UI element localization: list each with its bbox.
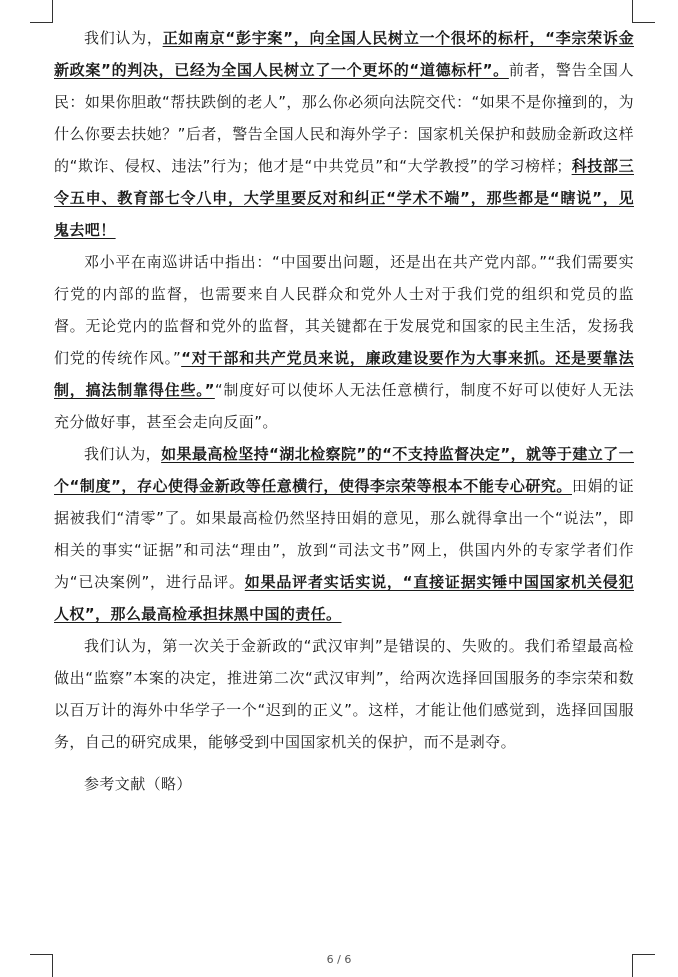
body-text: 我们认为， bbox=[84, 445, 162, 463]
body-text: 邓小平在南巡讲话中指出：“中国要出问题，还是出在共产党内部。”“我们需要实行党的内部的监督，也需要来自人民群众和党外人士对于我们党的组织和党员的监督。无论党内的监督和党外的监督，其关键都在于发展党和国家的民主生活，发扬我们党的传统作风。” bbox=[54, 253, 634, 367]
page-number: 6 / 6 bbox=[326, 953, 352, 966]
crop-mark-top-left bbox=[30, 0, 53, 23]
paragraph bbox=[54, 630, 634, 758]
paragraph bbox=[54, 246, 634, 438]
document-body bbox=[54, 22, 634, 800]
emphasized-text: 如果最高检坚持“湖北检察院”的“不支持监督决定”，就等于建立了一个“制度”，存心使得金新政等任意横行，使得李宗荣等根本不能专心研究。 bbox=[54, 445, 634, 495]
crop-mark-top-right bbox=[632, 0, 655, 23]
body-text: 我们认为，第一次关于金新政的“武汉审判”是错误的、失败的。我们希望最高检做出“监察”本案的决定，推进第二次“武汉审判”，给两次选择回国服务的李宗荣和数以百万计的海外中华学子一个“迟到的正义”。这样，才能让他们感觉到，选择回国服务，自己的研究成果，能够受到中国国家机关的保护，而不是剥夺。 bbox=[54, 637, 634, 751]
paragraph bbox=[54, 438, 634, 630]
body-text: 田娟的证据被我们“清零”了。如果最高检仍然坚持田娟的意见，那么就得拿出一个“说法”，即相关的事实“证据”和司法“理由”，放到“司法文书”网上，供国内外的专家学者们作为“已决案例”，进行品评。 bbox=[54, 477, 634, 591]
emphasized-text: “对干部和共产党员来说，廉政建设要作为大事来抓。还是要靠法制，搞法制靠得住些。” bbox=[54, 349, 635, 399]
body-text: 前者，警告全国人民：如果你胆敢“帮扶跌倒的老人”，那么你必须向法院交代：“如果不是你撞到的，为什么你要去扶她？”后者，警告全国人民和海外学子：国家机关保护和鼓励金新政这样的“欺诈、侵权、违法”行为；他才是“中共党员”和“大学教授”的学习榜样； bbox=[54, 61, 635, 175]
references-label: 参考文献（略） bbox=[84, 775, 192, 793]
body-text: 我们认为， bbox=[84, 29, 163, 47]
body-text: “制度好可以使坏人无法任意横行，制度不好可以使好人无法充分做好事，甚至会走向反面”。 bbox=[54, 381, 635, 431]
emphasized-text: 科技部三令五申、教育部七令八申，大学里要反对和纠正“学术不端”，那些都是“瞎说”，见鬼去吧！ bbox=[54, 157, 634, 239]
paragraph bbox=[54, 22, 634, 246]
emphasized-text: 如果品评者实话实说，“直接证据实锤中国国家机关侵犯人权”，那么最高检承担抹黑中国的责任。 bbox=[54, 573, 634, 623]
emphasized-text: 正如南京“彭宇案”，向全国人民树立一个很坏的标杆，“李宗荣诉金新政案”的判决，已经为全国人民树立了一个更坏的“道德标杆”。 bbox=[54, 29, 634, 79]
